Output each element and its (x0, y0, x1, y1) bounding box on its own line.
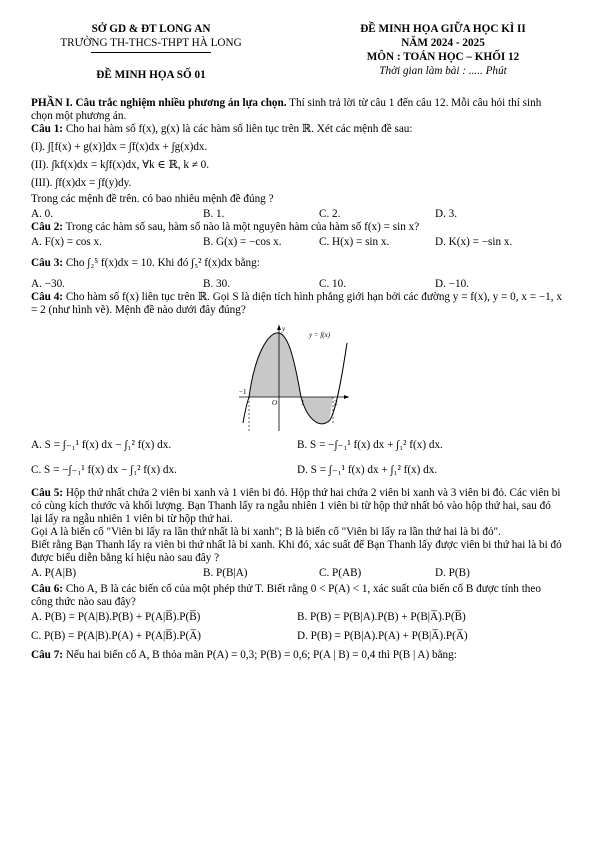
option-c: C. S = −∫₋₁¹ f(x) dx − ∫₁² f(x) dx. (31, 464, 177, 476)
header-left (20, 22, 282, 53)
origin-label: O (272, 399, 278, 407)
option-c: C. H(x) = sin x. (319, 236, 390, 248)
tick-label-1: 1 (301, 399, 305, 407)
option-b: B. 1. (203, 208, 225, 220)
exam-content (31, 97, 563, 662)
exam-code: ĐỀ MINH HỌA SỐ 01 (96, 69, 206, 81)
shaded-region (249, 333, 333, 424)
tick-label-2: 2 (334, 399, 338, 407)
y-axis-arrow (277, 325, 281, 330)
department-name: SỞ GD & ĐT LONG AN (91, 23, 211, 35)
question-6-options-row1 (31, 611, 563, 624)
header-divider (91, 52, 211, 53)
statement-1: (I). ∫[f(x) + g(x)]dx = ∫f(x)dx + ∫g(x)dx. (31, 141, 208, 153)
question-3-options (31, 278, 563, 291)
school-year: NĂM 2024 - 2025 (401, 37, 485, 49)
question-5: Câu 5: Hộp thứ nhất chứa 2 viên bi xanh và 1 viên bi đỏ. Hộp thứ hai chứa 2 viên bi xanh và 3 viên bi đỏ. Các viên bi có cùng kích thước và khối lượng. Bạn Thanh lấy ra ngẫu nhiên 1 viên bi từ hộp thứ nhất bỏ vào hộp thứ hai, sau đó lại lấy ra ngẫu nhiên 1 viên bi từ hộp thứ hai. (31, 487, 561, 525)
statement-3: (III). ∫f(x)dx = ∫f(y)dy. (31, 177, 132, 189)
question-5-events: Gọi A là biến cố "Viên bi lấy ra lần thứ nhất là bi xanh"; B là biến cố "Viên bi lấy ra lần thứ hai là bi đỏ". (31, 526, 501, 538)
option-b: B. P(B|A) (203, 567, 248, 579)
y-axis-label: y (282, 325, 286, 333)
option-d: D. 3. (435, 208, 458, 220)
option-c: C. 2. (319, 208, 341, 220)
x-axis-arrow (344, 395, 349, 399)
option-a: A. P(B) = P(A|B).P(B) + P(A|B̅).P(B̅) (31, 611, 201, 623)
option-d: D. −10. (435, 278, 469, 290)
statement-2: (II). ∫kf(x)dx = k∫f(x)dx, ∀k ∈ ℝ, k ≠ 0. (31, 159, 210, 171)
option-a: A. −30. (31, 278, 65, 290)
question-1-prompt: Trong các mệnh đề trên. có bao nhiêu mệnh đề đúng ? (31, 193, 274, 205)
tick-label-minus1: −1 (239, 388, 247, 396)
question-5-options (31, 567, 563, 580)
question-6-options-row2 (31, 630, 563, 643)
question-4: Câu 4: Cho hàm số f(x) liên tục trên ℝ. Gọi S là diện tích hình phẳng giới hạn bởi các đường y = f(x), y = 0, x = −1, x = 2 (như hình vẽ). Mệnh đề nào dưới đây đúng? (31, 291, 562, 316)
option-a: A. S = ∫₋₁¹ f(x) dx − ∫₁² f(x) dx. (31, 439, 172, 451)
header-right (300, 22, 586, 78)
question-5-prompt: Biết rằng Bạn Thanh lấy ra viên bi thứ nhất là bi xanh. Khi đó, xác suất để Bạn Thanh lấy được viên bi thứ hai là bi đỏ được biểu diễn bằng kí hiệu nào sau đây ? (31, 539, 562, 564)
exam-title: ĐỀ MINH HỌA GIỮA HỌC KÌ II (360, 23, 526, 35)
option-d: D. P(B) (435, 567, 470, 579)
school-name: TRƯỜNG TH-THCS-THPT HÀ LONG (60, 37, 242, 49)
part-heading: PHẦN I. Câu trắc nghiệm nhiều phương án lựa chọn. Thí sinh trả lời từ câu 1 đến câu 12. Mỗi câu hỏi thí sinh chọn một phương án. (31, 97, 542, 122)
option-b: B. 30. (203, 278, 231, 290)
time-allowed: Thời gian làm bài : ..... Phút (379, 65, 507, 77)
option-d: D. S = ∫₋₁¹ f(x) dx + ∫₁² f(x) dx. (297, 464, 438, 476)
option-b: B. G(x) = −cos x. (203, 236, 282, 248)
question-4-options-row1 (31, 439, 563, 452)
question-1-options (31, 208, 563, 221)
option-c: C. P(B) = P(A|B).P(A) + P(A|B̅).P(A̅) (31, 630, 202, 642)
question-6: Câu 6: Cho A, B là các biến cố của một phép thử T. Biết rằng 0 < P(A) < 1, xác suất của biến cố B được tính theo công thức nào sau đây? (31, 583, 541, 608)
option-d: D. P(B) = P(B|A).P(A) + P(B|A̅).P(A̅) (297, 630, 468, 642)
option-c: C. 10. (319, 278, 347, 290)
question-2-options (31, 236, 563, 249)
question-4-options-row2 (31, 464, 563, 477)
function-graph (231, 323, 351, 435)
option-c: C. P(AB) (319, 567, 362, 579)
option-d: D. K(x) = −sin x. (435, 236, 513, 248)
question-1: Câu 1: Cho hai hàm số f(x), g(x) là các hàm số liên tục trên ℝ. Xét các mệnh đề sau: (31, 123, 413, 135)
question-2: Câu 2: Trong các hàm số sau, hàm số nào là một nguyên hàm của hàm số f(x) = sin x? (31, 221, 420, 233)
question-7: Câu 7: Nếu hai biến cố A, B thỏa mãn P(A) = 0,3; P(B) = 0,6; P(A | B) = 0,4 thì P(B | A) bằng: (31, 649, 457, 661)
question-3: Câu 3: Cho ∫₂⁵ f(x)dx = 10. Khi đó ∫₅² f(x)dx bằng: (31, 257, 260, 269)
option-b: B. P(B) = P(B|A).P(B) + P(B|A̅).P(B̅) (297, 611, 466, 623)
curve-label: y = f(x) (309, 331, 331, 339)
option-a: A. 0. (31, 208, 54, 220)
option-b: B. S = −∫₋₁¹ f(x) dx + ∫₁² f(x) dx. (297, 439, 443, 451)
option-a: A. P(A|B) (31, 567, 77, 579)
subject-line: MÔN : TOÁN HỌC – KHỐI 12 (366, 51, 520, 63)
option-a: A. F(x) = cos x. (31, 236, 102, 248)
